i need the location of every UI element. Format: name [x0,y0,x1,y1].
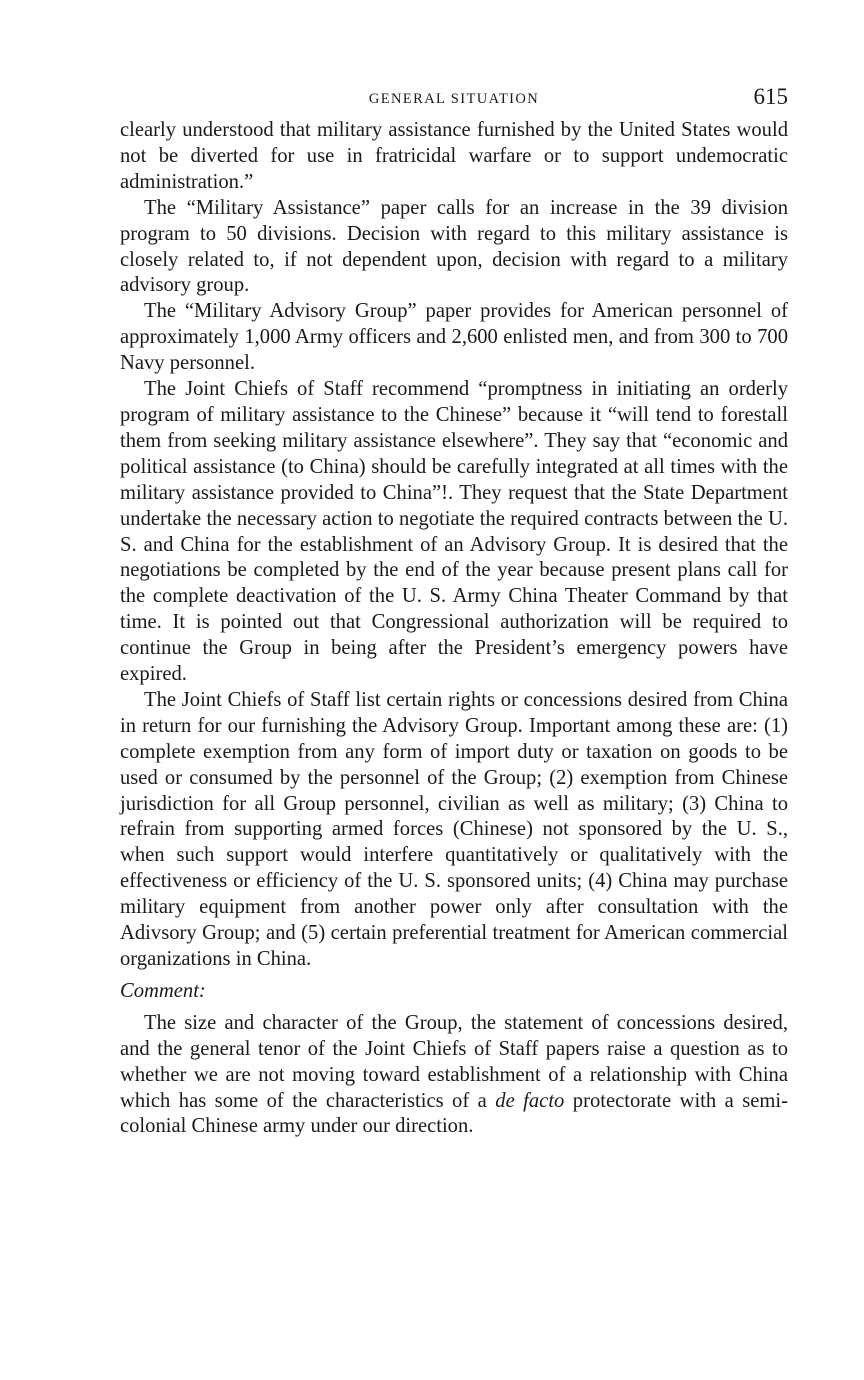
running-title: GENERAL SITUATION [368,91,540,107]
paragraph-concessions: The Joint Chiefs of Staff list certain rights or concessions desired from China in return for our furnishing the Advisory Group. Important among these are: (1) complete exemption from any form of import duty or taxation on goods to be used or consumed by the personnel of the Group; (2) exemption from Chinese jurisdiction for all Group personnel, civilian as well as military; (3) China to refrain from supporting armed forces (Chinese) not sponsored by the U. S., when such support would interfere quantitatively or qualitatively with the effectiveness or efficiency of the U. S. sponsored units; (4) China may purchase military equipment from another power only after consultation with the Adivsory Group; and (5) certain preferential treatment for American commercial organizations in China. [120,688,788,970]
paragraph-joint-chiefs-recommendation: The Joint Chiefs of Staff recommend “promptness in initiating an orderly program of military assistance to the Chinese” because it “will tend to forestall them from seeking military assistance elsewhere”. They say that “economic and political assistance (to China) should be carefully integrated at all times with the military assistance provided to China”!. They request that the State Department undertake the necessary action to negotiate the required contracts between the U. S. and China for the establishment of an Advisory Group. It is desired that the negotiations be completed by the end of the year because present plans call for the complete deactivation of the U. S. Army China Theater Command by that time. It is pointed out that Congressional authorization will be required to continue the Group in being after the President’s emergency powers have expired. [120,378,788,686]
paragraph-comment [120,1011,788,1141]
paragraph-military-advisory-group: The “Military Advisory Group” paper provides for American personnel of approximately 1,000 Army officers and 2,600 enlisted men, and from 300 to 700 Navy personnel. [120,300,788,375]
body-text [120,118,788,1140]
page-number: 615 [753,84,788,109]
comment-text-before: The size and character of the Group, the statement of concessions desired, and the general tenor of the Joint Chiefs of Staff papers raise a question as to whether we are not moving toward establishment of a relationship with China which has some of the characteristics of a [120,1011,788,1112]
comment-heading: Comment: [120,979,206,1002]
document-page [120,84,788,1140]
comment-italic-phrase: de facto [495,1089,565,1112]
comment-text-after: protectorate with a semi-colonial Chinese army under our direction. [120,1089,788,1138]
paragraph-continuation: clearly understood that military assistance furnished by the United States would not be diverted for use in fratricidal warfare or to support undemocratic administration.” [120,119,788,193]
paragraph-military-assistance: The “Military Assistance” paper calls for an increase in the 39 division program to 50 divisions. Decision with regard to this military assistance is closely related to, if not dependent upon, decision with regard to a military advisory group. [120,196,788,297]
running-head [120,84,788,118]
